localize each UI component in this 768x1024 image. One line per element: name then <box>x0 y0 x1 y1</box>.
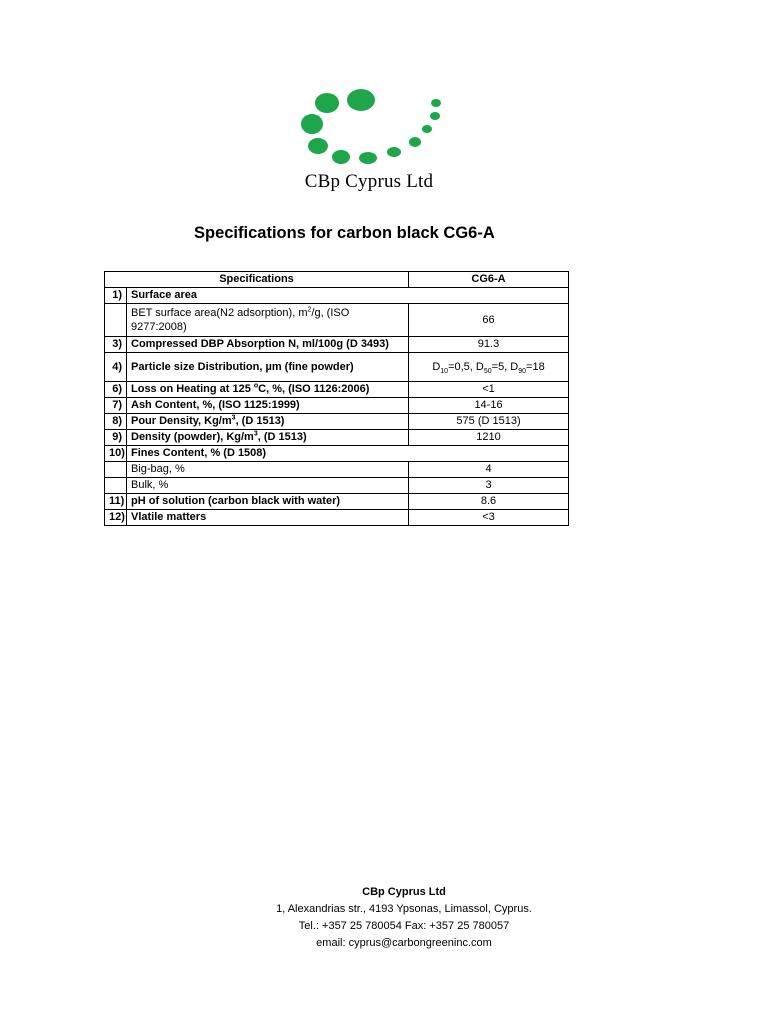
row-description: Vlatile matters <box>127 510 409 526</box>
table-row <box>105 478 569 494</box>
row-number: 7) <box>105 398 127 414</box>
footer-phone-fax: Tel.: +357 25 780054 Fax: +357 25 780057 <box>298 920 510 932</box>
row-value: 91.3 <box>409 337 569 353</box>
header-specifications: Specifications <box>105 272 409 288</box>
row-value: $D_{10}=0,5$, $D_{50}=5$, $D_{90}=18$ <box>409 353 569 382</box>
table-row <box>105 494 569 510</box>
table-row <box>105 510 569 526</box>
row-number: 8) <box>105 414 127 430</box>
table-row <box>105 446 569 462</box>
footer-company-name: CBp Cyprus Ltd <box>362 886 446 898</box>
table-row <box>105 304 569 337</box>
footer-address: 1, Alexandrias str., 4193 Ypsonas, Limassol, Cyprus. <box>276 903 532 915</box>
row-description: Surface area <box>127 288 569 304</box>
company-logo <box>258 82 480 206</box>
row-value: 8.6 <box>409 494 569 510</box>
table-row <box>105 462 569 478</box>
table-row <box>105 288 569 304</box>
header-product: CG6-A <box>409 272 569 288</box>
row-number: 11) <box>105 494 127 510</box>
row-description: Loss on Heating at 125 $^o$C, %, (ISO 1126:2006) <box>127 382 409 398</box>
footer-email: email: cyprus@carbongreeninc.com <box>316 937 492 949</box>
logo-company-name: CBp Cyprus Ltd <box>304 171 434 192</box>
row-description: BET surface area(N2 adsorption), $m^2/g$, (ISO 9277:2008) <box>127 304 409 337</box>
table-row <box>105 382 569 398</box>
row-description: Compressed DBP Absorption N, ml/100g (D 3493) <box>127 337 409 353</box>
row-value: 1210 <box>409 430 569 446</box>
table-row <box>105 353 569 382</box>
table-row <box>105 337 569 353</box>
row-value: 4 <box>409 462 569 478</box>
row-description: Particle size Distribution, µm (fine powder) <box>127 353 409 382</box>
row-description: Fines Content, % (D 1508) <box>127 446 569 462</box>
row-number: 12) <box>105 510 127 526</box>
row-description: Bulk, % <box>127 478 409 494</box>
row-value: <3 <box>409 510 569 526</box>
row-value: 575 (D 1513) <box>409 414 569 430</box>
row-number: 6) <box>105 382 127 398</box>
row-description: pH of solution (carbon black with water) <box>127 494 409 510</box>
logo-dots-icon <box>258 82 480 172</box>
row-number: 3) <box>105 337 127 353</box>
table-row <box>105 398 569 414</box>
row-number <box>105 304 127 337</box>
row-value: 14-16 <box>409 398 569 414</box>
row-value: 66 <box>409 304 569 337</box>
footer-contact <box>0 884 768 952</box>
document-title: Specifications for carbon black CG6-A <box>194 224 495 242</box>
row-description: Pour Density, $Kg/m^3$, (D 1513) <box>127 414 409 430</box>
specifications-table <box>104 271 569 526</box>
row-number <box>105 462 127 478</box>
row-number: 1) <box>105 288 127 304</box>
row-description: Big-bag, % <box>127 462 409 478</box>
row-number <box>105 478 127 494</box>
row-value: 3 <box>409 478 569 494</box>
row-number: 9) <box>105 430 127 446</box>
row-description: Density (powder), $Kg/m^3$, (D 1513) <box>127 430 409 446</box>
table-row <box>105 430 569 446</box>
table-header-row <box>105 272 569 288</box>
row-description: Ash Content, %, (ISO 1125:1999) <box>127 398 409 414</box>
table-row <box>105 414 569 430</box>
row-value: <1 <box>409 382 569 398</box>
row-number: 10) <box>105 446 127 462</box>
row-number: 4) <box>105 353 127 382</box>
